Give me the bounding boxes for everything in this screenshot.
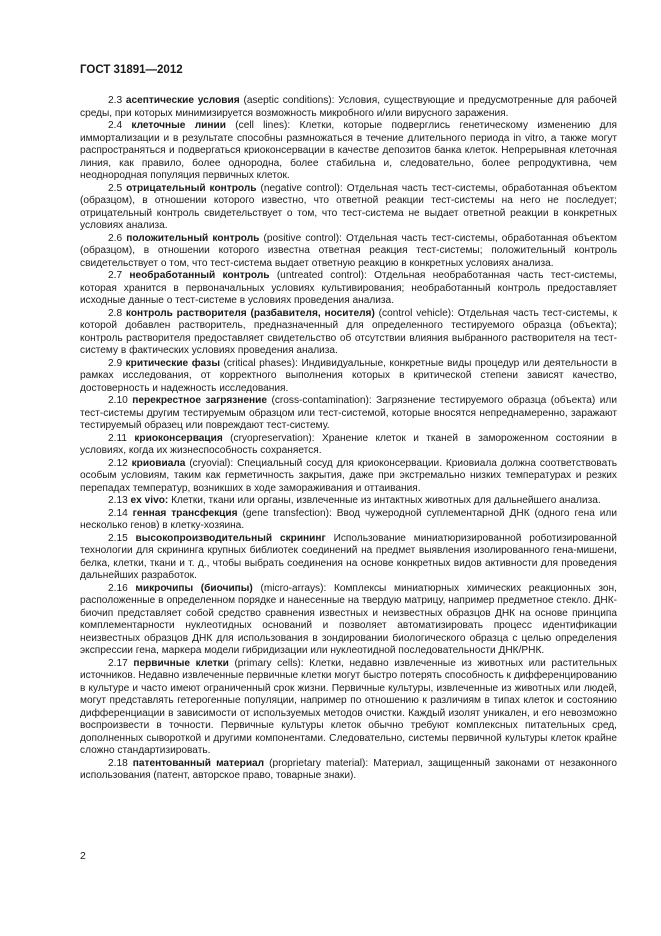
english-term: (gene transfection): bbox=[242, 507, 332, 519]
definition-text: Специальный сосуд для криоконсервации. Криовиала должна соответствовать особым условиям, таким как герметичность закрытия, даже при экстремально низких температурах и резких перепадах температур, возникших в ходе замораживания и оттаивания. bbox=[80, 457, 617, 494]
definition-entry bbox=[80, 495, 617, 508]
page-number: 2 bbox=[80, 850, 86, 862]
term: генная трансфекция bbox=[132, 507, 238, 519]
term: патентованный материал bbox=[132, 757, 265, 769]
definition-entry bbox=[80, 433, 617, 458]
clause-number: 2.9 bbox=[108, 357, 123, 369]
definition-entry bbox=[80, 395, 617, 433]
definition-entry bbox=[80, 458, 617, 496]
definition-entry bbox=[80, 508, 617, 533]
english-term: (proprietary material): bbox=[269, 757, 369, 769]
definition-text: Клетки, которые подверглись генетическому изменению для иммортализации и в результате способны размножаться в течение длительного периода in vitro, а также могут распространяться и подвергаться криоконсервации в качестве депозитов банка клеток. Непрерывная клеточная линия, как правило, более однородна, более стабильна и, следовательно, более репродуктивна, чем неоднородная популяция первичных клеток. bbox=[80, 120, 617, 181]
term: ex vivo: bbox=[130, 495, 169, 506]
term: критические фазы bbox=[125, 357, 220, 369]
clause-number: 2.10 bbox=[108, 395, 128, 406]
english-term: (micro-arrays): bbox=[260, 582, 327, 594]
clause-number: 2.16 bbox=[108, 582, 128, 594]
english-term: (cross-contamination): bbox=[271, 395, 372, 406]
clause-number: 2.8 bbox=[108, 307, 123, 319]
clause-number: 2.11 bbox=[108, 432, 127, 444]
definition-text: Ввод чужеродной суплементарной ДНК (одного гена или несколько генов) в клетку-хозяина. bbox=[80, 507, 617, 531]
term: перекрестное загрязнение bbox=[132, 395, 267, 406]
term: положительный контроль bbox=[126, 232, 260, 244]
english-term: (positive control): bbox=[263, 232, 342, 244]
definition-entry bbox=[80, 758, 617, 783]
definition-text: Отдельная необработанная часть тест-системы, которая хранится в первоначальных условиях культивирования; необработанный контроль предоставляет исходные данные о тест-системе в условиях проведения анализа. bbox=[80, 270, 617, 306]
term: отрицательный контроль bbox=[126, 182, 257, 194]
definition-text: Комплексы миниатюрных химических реакционных зон, расположенные в определенном порядке и нанесенные на твердую матрицу, например предметное стекло. ДНК-биочип представляет собой средство сравнения известных и неизвестных образцов ДНК на основе принципа комплементарности нуклеотидных оснований и позволяет автоматизировать процесс идентификации неизвестных образцов ДНК для использования в зондировании биологического образца с целью определения экспрессии гена, маркера модели гибридизации или нуклеотидной последовательности ДНК/РНК. bbox=[80, 582, 617, 656]
definition-text: Хранение клеток и тканей в замороженном состоянии в условиях, когда их жизнеспособность сохраняется. bbox=[80, 432, 617, 456]
document-header: ГОСТ 31891—2012 bbox=[80, 64, 183, 76]
definition-text: Отдельная часть тест-системы, обработанная объектом (образцом), в отношении которого известно, что ответной реакции тест-системы на него не последует; отрицательный контроль свидетельствует о том, что тест-система не выдает ответной реакции в конкретных условиях анализа. bbox=[80, 182, 617, 231]
definition-text: Индивидуальные, конкретные виды процедур или деятельности в рамках исследования, от корректного выполнения которых в критической степени зависят качество, достоверность и надежность исследования. bbox=[80, 357, 617, 394]
clause-number: 2.18 bbox=[108, 757, 128, 769]
definition-entry bbox=[80, 583, 617, 658]
english-term: (negative control): bbox=[260, 182, 343, 194]
term: первичные клетки bbox=[133, 657, 229, 669]
clause-number: 2.3 bbox=[108, 95, 123, 106]
definition-text: Клетки, ткани или органы, извлеченные из интактных животных для дальнейшего анализа. bbox=[171, 495, 601, 506]
definition-entry bbox=[80, 270, 617, 308]
english-term: (primary cells): bbox=[234, 657, 304, 669]
definition-entry bbox=[80, 120, 617, 183]
definition-entry bbox=[80, 533, 617, 583]
definition-text: Условия, существующие и предусмотренные для рабочей среды, при которых минимизируется возможность микробного и/или вирусного заражения. bbox=[80, 95, 617, 119]
clause-number: 2.14 bbox=[108, 507, 128, 519]
term: контроль растворителя (разбавителя, носителя) bbox=[125, 307, 375, 319]
definition-text: Клетки, недавно извлеченные из животных или растительных источников. Недавно извлеченные первичные клетки могут быстро потерять способность к дифференцированию в культуре и часто имеют ограниченный срок жизни. Первичные культуры, извлеченные из животных или людей, могут представлять гетерогенные популяции, например по отношению к различиям в типах клеток и состоянию дифференциации в зависимости от используемых методов очистки. Каждый изолят уникален, и его невозможно воспроизвести в точности. Первичные культуры клеток обычно требуют комплексных питательных сред, дополненных сывороткой и другими компонентами. Следовательно, системы первичной культуры клеток крайне сложно стандартизировать. bbox=[80, 657, 617, 756]
definition-text: Использование миниатюризированной роботизированной технологии для скрининга крупных библиотек соединений на предмет выявления изолированного гена-мишени, белка, клетки, ткани и т. д., чтобы выбрать соединения на основе конкретных видов активности для проведения дальнейших разработок. bbox=[80, 532, 617, 581]
definition-text: Материал, защищенный законами от незаконного использования (патент, авторское право, товарные знаки). bbox=[80, 757, 617, 781]
term: криовиала bbox=[131, 457, 186, 469]
document-body bbox=[80, 95, 617, 783]
definition-text: Отдельная часть тест-системы, к которой добавлен растворитель, предназначенный для определенного тестируемого образца (объекта); контроль растворителя предоставляет свидетельство об отсутствии влияния выбранного растворителя на тест-систему в фактических условиях проведения анализа. bbox=[80, 307, 617, 356]
definition-text: Отдельная часть тест-системы, обработанная объектом (образцом), в отношении которого известна ответная реакция тест-системы; положительный контроль свидетельствует о том, что тест-система выдает ответную реакцию в конкретных условиях анализа. bbox=[80, 232, 617, 269]
english-term: (cell lines): bbox=[235, 120, 291, 131]
term: микрочипы (биочипы) bbox=[135, 582, 253, 594]
clause-number: 2.17 bbox=[108, 657, 128, 669]
clause-number: 2.5 bbox=[108, 182, 123, 194]
term: необработанный контроль bbox=[129, 270, 270, 281]
english-term: (cryovial): bbox=[189, 457, 234, 469]
clause-number: 2.12 bbox=[108, 457, 128, 469]
term: клеточные линии bbox=[131, 120, 226, 131]
english-term: (untreated control): bbox=[276, 270, 367, 281]
clause-number: 2.13 bbox=[108, 495, 128, 506]
clause-number: 2.7 bbox=[108, 270, 123, 281]
english-term: (critical phases): bbox=[223, 357, 298, 369]
definition-entry bbox=[80, 308, 617, 358]
definition-entry bbox=[80, 95, 617, 120]
clause-number: 2.6 bbox=[108, 232, 123, 244]
clause-number: 2.15 bbox=[108, 532, 128, 544]
english-term: (cryopreservation): bbox=[230, 432, 315, 444]
term: криоконсервация bbox=[134, 432, 223, 444]
definition-entry bbox=[80, 658, 617, 758]
english-term: (aseptic conditions): bbox=[243, 95, 335, 106]
definition-entry bbox=[80, 183, 617, 233]
clause-number: 2.4 bbox=[108, 120, 123, 131]
definition-entry bbox=[80, 358, 617, 396]
term: асептические условия bbox=[125, 95, 240, 106]
term: высокопроизводительный скрининг bbox=[135, 532, 326, 544]
definition-entry bbox=[80, 233, 617, 271]
english-term: (control vehicle): bbox=[378, 307, 454, 319]
definition-text: Загрязнение тестируемого образца (объекта) или тест-системы другим тестируемым образцом или тест-системой, которые вносятся непреднамеренно, заражают тестируемый образец или повреждают тест-систему. bbox=[80, 395, 617, 431]
